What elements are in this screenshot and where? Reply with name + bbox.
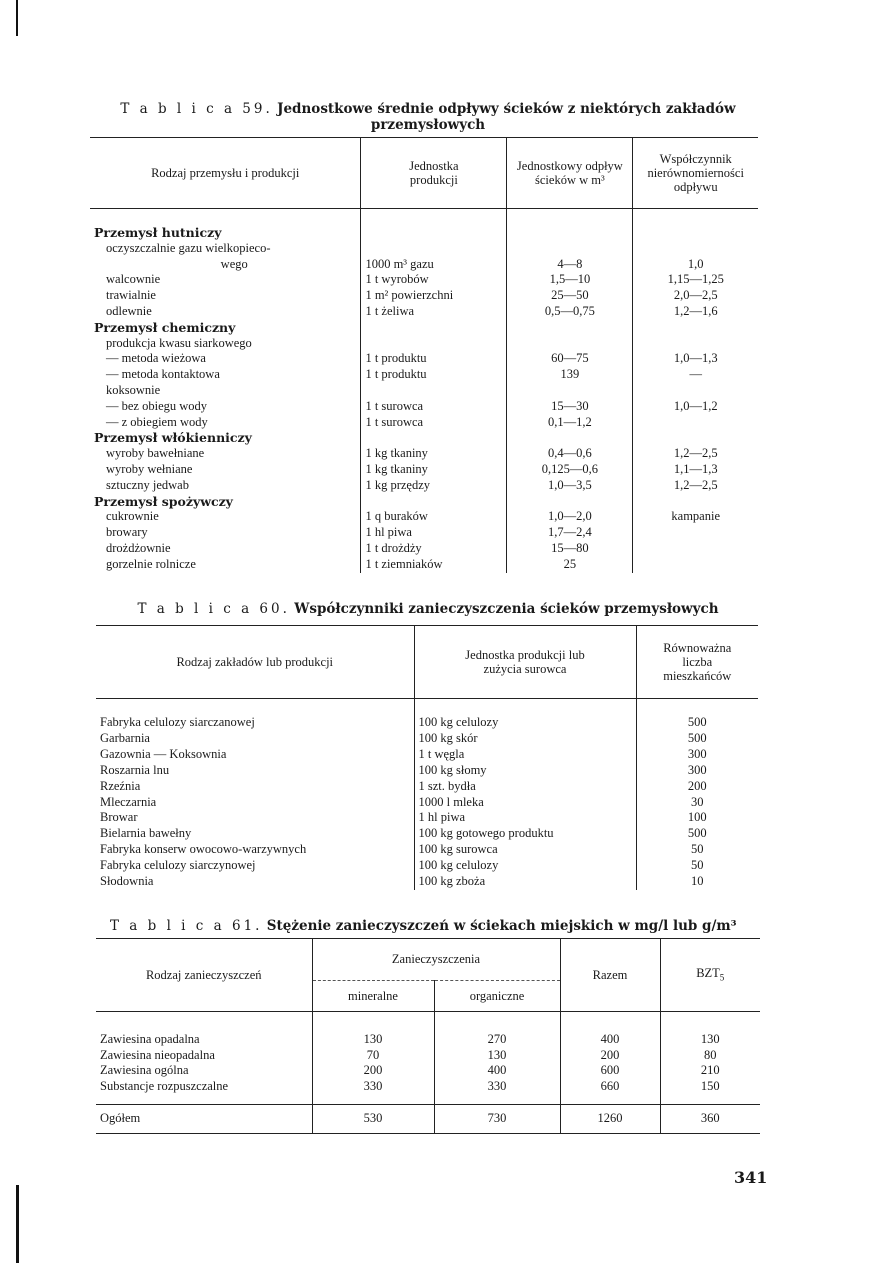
production-unit: 1 t produktu: [361, 367, 507, 383]
table-row: [90, 351, 758, 367]
production-name: gorzelnie rolnicze: [106, 556, 196, 571]
table-row: [90, 336, 758, 352]
production-unit: 1000 l mleka: [414, 795, 636, 811]
table-61-header-row-1: [96, 939, 760, 981]
production-unit: 1 kg tkaniny: [361, 446, 507, 462]
organic-value: 400: [434, 1063, 560, 1079]
plant-name: Gazownia — Koksownia: [100, 746, 227, 761]
unit-outflow: 0,125—0,6: [507, 462, 633, 478]
production-name: browary: [106, 525, 148, 540]
production-name: oczyszczalnie gazu wielkopieco-: [106, 240, 271, 255]
unit-outflow: [507, 209, 633, 241]
table-row: [96, 747, 758, 763]
production-unit: 1 m² powierzchni: [361, 288, 507, 304]
population-equivalent: 30: [636, 795, 758, 811]
irregularity-coefficient: [633, 383, 758, 399]
total-organic: 730: [434, 1105, 560, 1134]
table-row: [90, 446, 758, 462]
irregularity-coefficient: 1,2—2,5: [633, 446, 758, 462]
unit-outflow: 4—8: [507, 257, 633, 273]
pollutant-name: Zawiesina opadalna: [100, 1032, 200, 1046]
production-unit: 100 kg skór: [414, 731, 636, 747]
irregularity-coefficient: [633, 209, 758, 241]
production-unit: 1 q buraków: [361, 509, 507, 525]
production-unit: 1 hl piwa: [361, 525, 507, 541]
col-header-flow: Jednostkowy odpływ ścieków w m³: [507, 138, 633, 209]
table-row: [96, 842, 758, 858]
col-header-total: Razem: [560, 939, 660, 1012]
group-row: [90, 320, 758, 336]
plant-name: Fabryka celulozy siarczynowej: [100, 858, 256, 873]
col-header-kind: Rodzaj zanieczyszczeń: [96, 939, 312, 1012]
production-name: koksownie: [106, 382, 161, 397]
production-name: walcownie: [106, 272, 161, 287]
col-header-equivalent: Równoważna liczba mieszkańców: [636, 626, 758, 699]
col-header-bzt: $BZT_5$: [660, 939, 760, 1012]
total-value: 400: [560, 1012, 660, 1048]
production-unit: 100 kg celulozy: [414, 858, 636, 874]
production-name: sztuczny jedwab: [106, 477, 189, 492]
total-total: 1260: [560, 1105, 660, 1134]
table-60-title: Współczynniki zanieczyszczenia ścieków przemysłowych: [294, 601, 719, 617]
col-header-pollutants: Zanieczyszczenia: [312, 939, 560, 981]
production-name: wyroby bawełniane: [106, 446, 205, 461]
mineral-value: 70: [312, 1048, 434, 1064]
plant-name: Fabryka konserw owocowo-warzywnych: [100, 842, 307, 857]
industry-group-name: Przemysł chemiczny: [94, 319, 236, 335]
spacer-row: [96, 1094, 760, 1105]
production-unit: [361, 241, 507, 257]
population-equivalent: 500: [636, 731, 758, 747]
table-59-title-line1: Jednostkowe średnie odpływy ścieków z niektórych zakładów: [277, 101, 736, 117]
table-59-header-row: [90, 138, 758, 209]
unit-outflow: [507, 241, 633, 257]
total-row: [96, 1105, 760, 1134]
plant-name: Garbarnia: [100, 730, 150, 745]
table-row: [90, 557, 758, 573]
table-row: [96, 874, 758, 890]
scan-margin-mark: [16, 0, 18, 36]
bzt-value: 130: [660, 1012, 760, 1048]
irregularity-coefficient: [633, 525, 758, 541]
organic-value: 270: [434, 1012, 560, 1048]
table-row: [90, 241, 758, 257]
irregularity-coefficient: [633, 415, 758, 431]
table-61: [96, 938, 760, 1134]
production-name: — metoda kontaktowa: [106, 367, 220, 382]
population-equivalent: 10: [636, 874, 758, 890]
production-name: wego: [220, 256, 248, 271]
total-value: 200: [560, 1048, 660, 1064]
irregularity-coefficient: [633, 320, 758, 336]
production-unit: [361, 494, 507, 510]
production-unit: 1 szt. bydła: [414, 779, 636, 795]
unit-outflow: 1,0—3,5: [507, 478, 633, 494]
unit-outflow: 60—75: [507, 351, 633, 367]
unit-outflow: [507, 320, 633, 336]
production-name: wyroby wełniane: [106, 461, 193, 476]
production-unit: 1 t węgla: [414, 747, 636, 763]
unit-outflow: [507, 494, 633, 510]
table-row: [96, 795, 758, 811]
table-61-label: T a b l i c a 61.: [110, 918, 263, 934]
table-59: [90, 137, 758, 573]
population-equivalent: 300: [636, 763, 758, 779]
population-equivalent: 50: [636, 858, 758, 874]
spacer-cell: [96, 1094, 312, 1105]
col-header-unit: Jednostka produkcji lub zużycia surowca: [414, 626, 636, 699]
mineral-value: 330: [312, 1079, 434, 1095]
unit-outflow: 1,5—10: [507, 272, 633, 288]
irregularity-coefficient: 1,2—1,6: [633, 304, 758, 320]
population-equivalent: 100: [636, 810, 758, 826]
plant-name: Mleczarnia: [100, 794, 157, 809]
bzt-value: 80: [660, 1048, 760, 1064]
table-61-caption: [110, 918, 774, 934]
population-equivalent: 500: [636, 826, 758, 842]
production-unit: [361, 430, 507, 446]
table-row: [96, 810, 758, 826]
irregularity-coefficient: 1,0: [633, 257, 758, 273]
production-name: cukrownie: [106, 509, 159, 524]
plant-name: Fabryka celulozy siarczanowej: [100, 715, 255, 729]
unit-outflow: 15—30: [507, 399, 633, 415]
group-row: [90, 209, 758, 241]
production-unit: 1 kg przędzy: [361, 478, 507, 494]
table-row: [90, 272, 758, 288]
spacer-cell: [560, 1094, 660, 1105]
mineral-value: 130: [312, 1012, 434, 1048]
table-60-caption: [96, 601, 760, 617]
production-unit: 100 kg surowca: [414, 842, 636, 858]
production-name: — metoda wieżowa: [106, 351, 206, 366]
col-header-organic: organiczne: [434, 980, 560, 1011]
table-row: [96, 779, 758, 795]
production-name: — z obiegiem wody: [106, 414, 208, 429]
unit-outflow: 139: [507, 367, 633, 383]
col-header-unit: Jednostka produkcji: [361, 138, 507, 209]
page-number: 341: [734, 1168, 768, 1187]
col-header-coefficient: Współczynnik nierównomierności odpływu: [633, 138, 758, 209]
production-unit: 1 t surowca: [361, 415, 507, 431]
industry-group-name: Przemysł spożywczy: [94, 493, 233, 509]
table-59-title-line2: przemysłowych: [370, 117, 486, 133]
production-unit: 1 t ziemniaków: [361, 557, 507, 573]
pollutant-name: Zawiesina ogólna: [100, 1063, 189, 1077]
irregularity-coefficient: [633, 541, 758, 557]
production-unit: 1 t surowca: [361, 399, 507, 415]
scan-margin-mark: [16, 1185, 19, 1263]
industry-group-name: Przemysł hutniczy: [94, 225, 222, 240]
table-row: [90, 509, 758, 525]
irregularity-coefficient: 1,0—1,3: [633, 351, 758, 367]
unit-outflow: [507, 430, 633, 446]
total-mineral: 530: [312, 1105, 434, 1134]
col-header-mineral: mineralne: [312, 980, 434, 1011]
irregularity-coefficient: 2,0—2,5: [633, 288, 758, 304]
production-unit: 1 kg tkaniny: [361, 462, 507, 478]
irregularity-coefficient: [633, 430, 758, 446]
spacer-cell: [434, 1094, 560, 1105]
organic-value: 130: [434, 1048, 560, 1064]
production-name: drożdżownie: [106, 540, 171, 555]
spacer-cell: [312, 1094, 434, 1105]
table-row: [90, 304, 758, 320]
population-equivalent: 500: [636, 699, 758, 731]
production-unit: 100 kg gotowego produktu: [414, 826, 636, 842]
table-row: [96, 731, 758, 747]
production-unit: 1 t żeliwa: [361, 304, 507, 320]
production-unit: 100 kg słomy: [414, 763, 636, 779]
production-name: odlewnie: [106, 303, 152, 318]
total-label: Ogółem: [96, 1105, 312, 1134]
production-unit: 1 t produktu: [361, 351, 507, 367]
unit-outflow: 15—80: [507, 541, 633, 557]
plant-name: Bielarnia bawełny: [100, 826, 192, 841]
unit-outflow: 0,4—0,6: [507, 446, 633, 462]
unit-outflow: 1,0—2,0: [507, 509, 633, 525]
table-60-header-row: [96, 626, 758, 699]
production-unit: 100 kg celulozy: [414, 699, 636, 731]
production-unit: 100 kg zboża: [414, 874, 636, 890]
organic-value: 330: [434, 1079, 560, 1095]
production-unit: [361, 383, 507, 399]
col-header-plant: Rodzaj zakładów lub produkcji: [96, 626, 414, 699]
irregularity-coefficient: 1,2—2,5: [633, 478, 758, 494]
irregularity-coefficient: —: [633, 367, 758, 383]
plant-name: Słodownia: [100, 874, 154, 889]
spacer-cell: [660, 1094, 760, 1105]
population-equivalent: 200: [636, 779, 758, 795]
production-unit: 1 hl piwa: [414, 810, 636, 826]
table-row: [90, 257, 758, 273]
production-unit: 1000 m³ gazu: [361, 257, 507, 273]
irregularity-coefficient: 1,0—1,2: [633, 399, 758, 415]
table-row: [96, 1048, 760, 1064]
total-bzt: 360: [660, 1105, 760, 1134]
group-row: [90, 430, 758, 446]
unit-outflow: [507, 383, 633, 399]
unit-outflow: 1,7—2,4: [507, 525, 633, 541]
table-60: [96, 625, 758, 890]
table-row: [90, 288, 758, 304]
table-row: [96, 699, 758, 731]
table-row: [90, 383, 758, 399]
bzt-value: 210: [660, 1063, 760, 1079]
total-value: 660: [560, 1079, 660, 1095]
pollutant-name: Substancje rozpuszczalne: [100, 1078, 229, 1093]
irregularity-coefficient: [633, 336, 758, 352]
table-row: [90, 399, 758, 415]
table-row: [90, 367, 758, 383]
table-row: [96, 1063, 760, 1079]
unit-outflow: 25—50: [507, 288, 633, 304]
plant-name: Roszarnia lnu: [100, 762, 170, 777]
table-row: [96, 826, 758, 842]
production-unit: [361, 336, 507, 352]
table-row: [96, 1012, 760, 1048]
plant-name: Browar: [100, 810, 138, 825]
table-59-caption: [96, 101, 760, 133]
production-name: produkcja kwasu siarkowego: [106, 335, 252, 350]
table-row: [90, 478, 758, 494]
unit-outflow: 0,5—0,75: [507, 304, 633, 320]
irregularity-coefficient: kampanie: [633, 509, 758, 525]
table-row: [90, 525, 758, 541]
table-row: [90, 541, 758, 557]
irregularity-coefficient: [633, 557, 758, 573]
irregularity-coefficient: [633, 241, 758, 257]
irregularity-coefficient: [633, 494, 758, 510]
irregularity-coefficient: 1,1—1,3: [633, 462, 758, 478]
table-60-label: T a b l i c a 60.: [137, 601, 290, 617]
production-name: — bez obiegu wody: [106, 398, 208, 413]
pollutant-name: Zawiesina nieopadalna: [100, 1047, 215, 1062]
table-row: [96, 1079, 760, 1095]
unit-outflow: [507, 336, 633, 352]
population-equivalent: 300: [636, 747, 758, 763]
production-unit: [361, 209, 507, 241]
table-row: [90, 462, 758, 478]
plant-name: Rzeźnia: [100, 778, 141, 793]
table-row: [96, 858, 758, 874]
mineral-value: 200: [312, 1063, 434, 1079]
unit-outflow: 25: [507, 557, 633, 573]
table-59-label: T a b l i c a 59.: [120, 101, 273, 117]
production-unit: 1 t wyrobów: [361, 272, 507, 288]
industry-group-name: Przemysł włókienniczy: [94, 430, 252, 446]
table-row: [96, 763, 758, 779]
total-value: 600: [560, 1063, 660, 1079]
bzt-value: 150: [660, 1079, 760, 1095]
table-row: [90, 415, 758, 431]
unit-outflow: 0,1—1,2: [507, 415, 633, 431]
population-equivalent: 50: [636, 842, 758, 858]
irregularity-coefficient: 1,15—1,25: [633, 272, 758, 288]
production-unit: 1 t drożdży: [361, 541, 507, 557]
production-name: trawialnie: [106, 288, 156, 303]
table-61-title: Stężenie zanieczyszczeń w ściekach miejskich w mg/l lub g/m³: [266, 918, 737, 934]
production-unit: [361, 320, 507, 336]
group-row: [90, 494, 758, 510]
col-header-industry: Rodzaj przemysłu i produkcji: [90, 138, 361, 209]
